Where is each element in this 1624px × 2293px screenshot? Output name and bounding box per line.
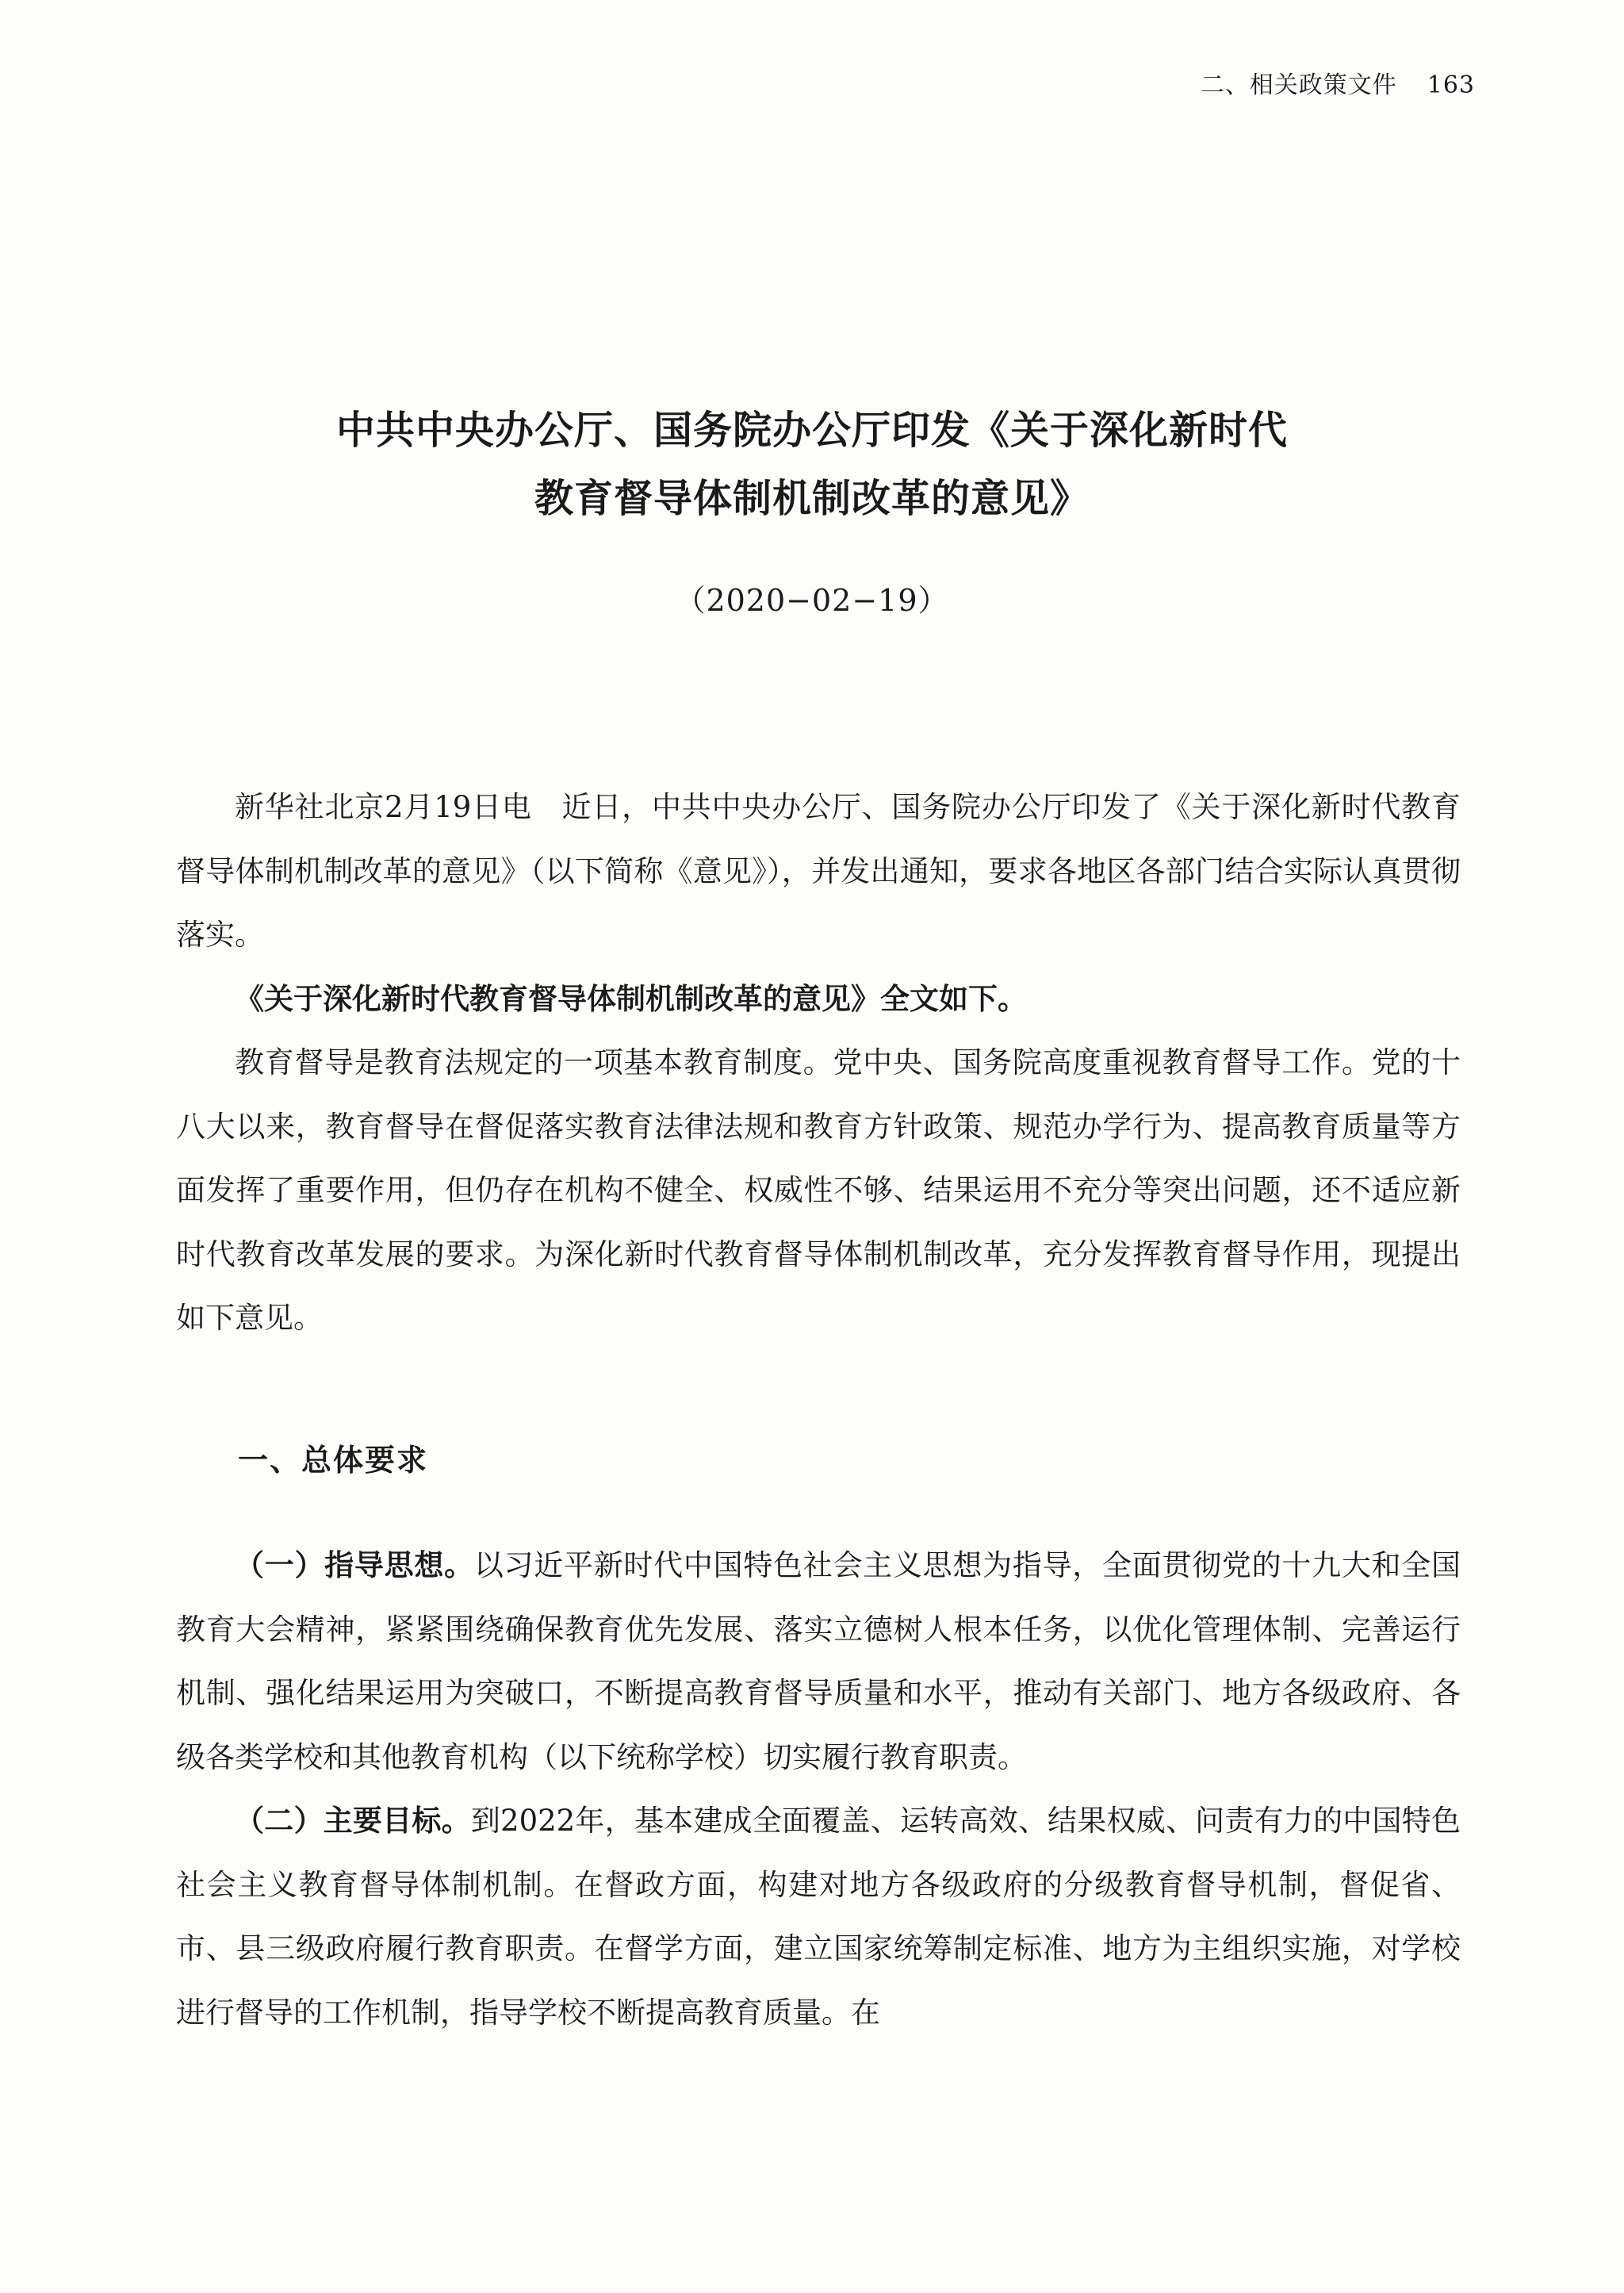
title-line-1: 中共中央办公厅、国务院办公厅印发《关于深化新时代 xyxy=(335,408,1288,453)
section-heading: 一、总体要求 xyxy=(238,1443,429,1478)
item-text-2: 到2022年，基本建成全面覆盖、运转高效、结果权威、问责有力的中国特色社会主义教育督导体制机制。在督政方面，构建对地方各级政府的分级教育督导机制，督促省、市、县三级政府履行教育职责。在督学方面，建立国家统筹制定标准、地方为主组织实施，对学校进行督导的工作机制，指导学校不断提高教育质量。在 xyxy=(176,1804,1461,2030)
item-text-1: 以习近平新时代中国特色社会主义思想为指导，全面贯彻党的十九大和全国教育大会精神，紧紧围绕确保教育优先发展、落实立德树人根本任务，以优化管理体制、完善运行机制、强化结果运用为突破口，不断提高教育督导质量和水平，推动有关部门、地方各级政府、各级各类学校和其他教育机构（以下统称学校）切实履行教育职责。 xyxy=(176,1548,1461,1774)
running-header xyxy=(1201,65,1475,100)
title-line-2: 教育督导体制机制改革的意见》 xyxy=(534,476,1090,521)
page-number: 163 xyxy=(1427,71,1475,99)
item-paragraph-2 xyxy=(176,1789,1461,2045)
intro-section xyxy=(176,776,1461,1351)
intro-paragraph-1: 新华社北京2月19日电 近日，中共中央办公厅、国务院办公厅印发了《关于深化新时代教育督导体制机制改革的意见》（以下简称《意见》），并发出通知，要求各地区各部门结合实际认真贯彻落实。 xyxy=(176,790,1461,952)
document-title xyxy=(0,397,1624,533)
section-body xyxy=(176,1534,1461,2045)
intro-paragraph-2: 《关于深化新时代教育督导体制机制改革的意见》全文如下。 xyxy=(235,981,1027,1016)
intro-paragraph-3: 教育督导是教育法规定的一项基本教育制度。党中央、国务院高度重视教育督导工作。党的十八大以来，教育督导在督促落实教育法律法规和教育方针政策、规范办学行为、提高教育质量等方面发挥了重要作用，但仍存在机构不健全、权威性不够、结果运用不充分等突出问题，还不适应新时代教育改革发展的要求。为深化新时代教育督导体制机制改革，充分发挥教育督导作用，现提出如下意见。 xyxy=(176,1045,1461,1335)
item-lead-1: （一）指导思想。 xyxy=(235,1548,474,1582)
item-paragraph-1 xyxy=(176,1534,1461,1789)
header-section-title: 二、相关政策文件 xyxy=(1200,71,1397,99)
document-date: （2020−02−19） xyxy=(675,583,949,618)
item-lead-2: （二）主要目标。 xyxy=(235,1804,471,1838)
